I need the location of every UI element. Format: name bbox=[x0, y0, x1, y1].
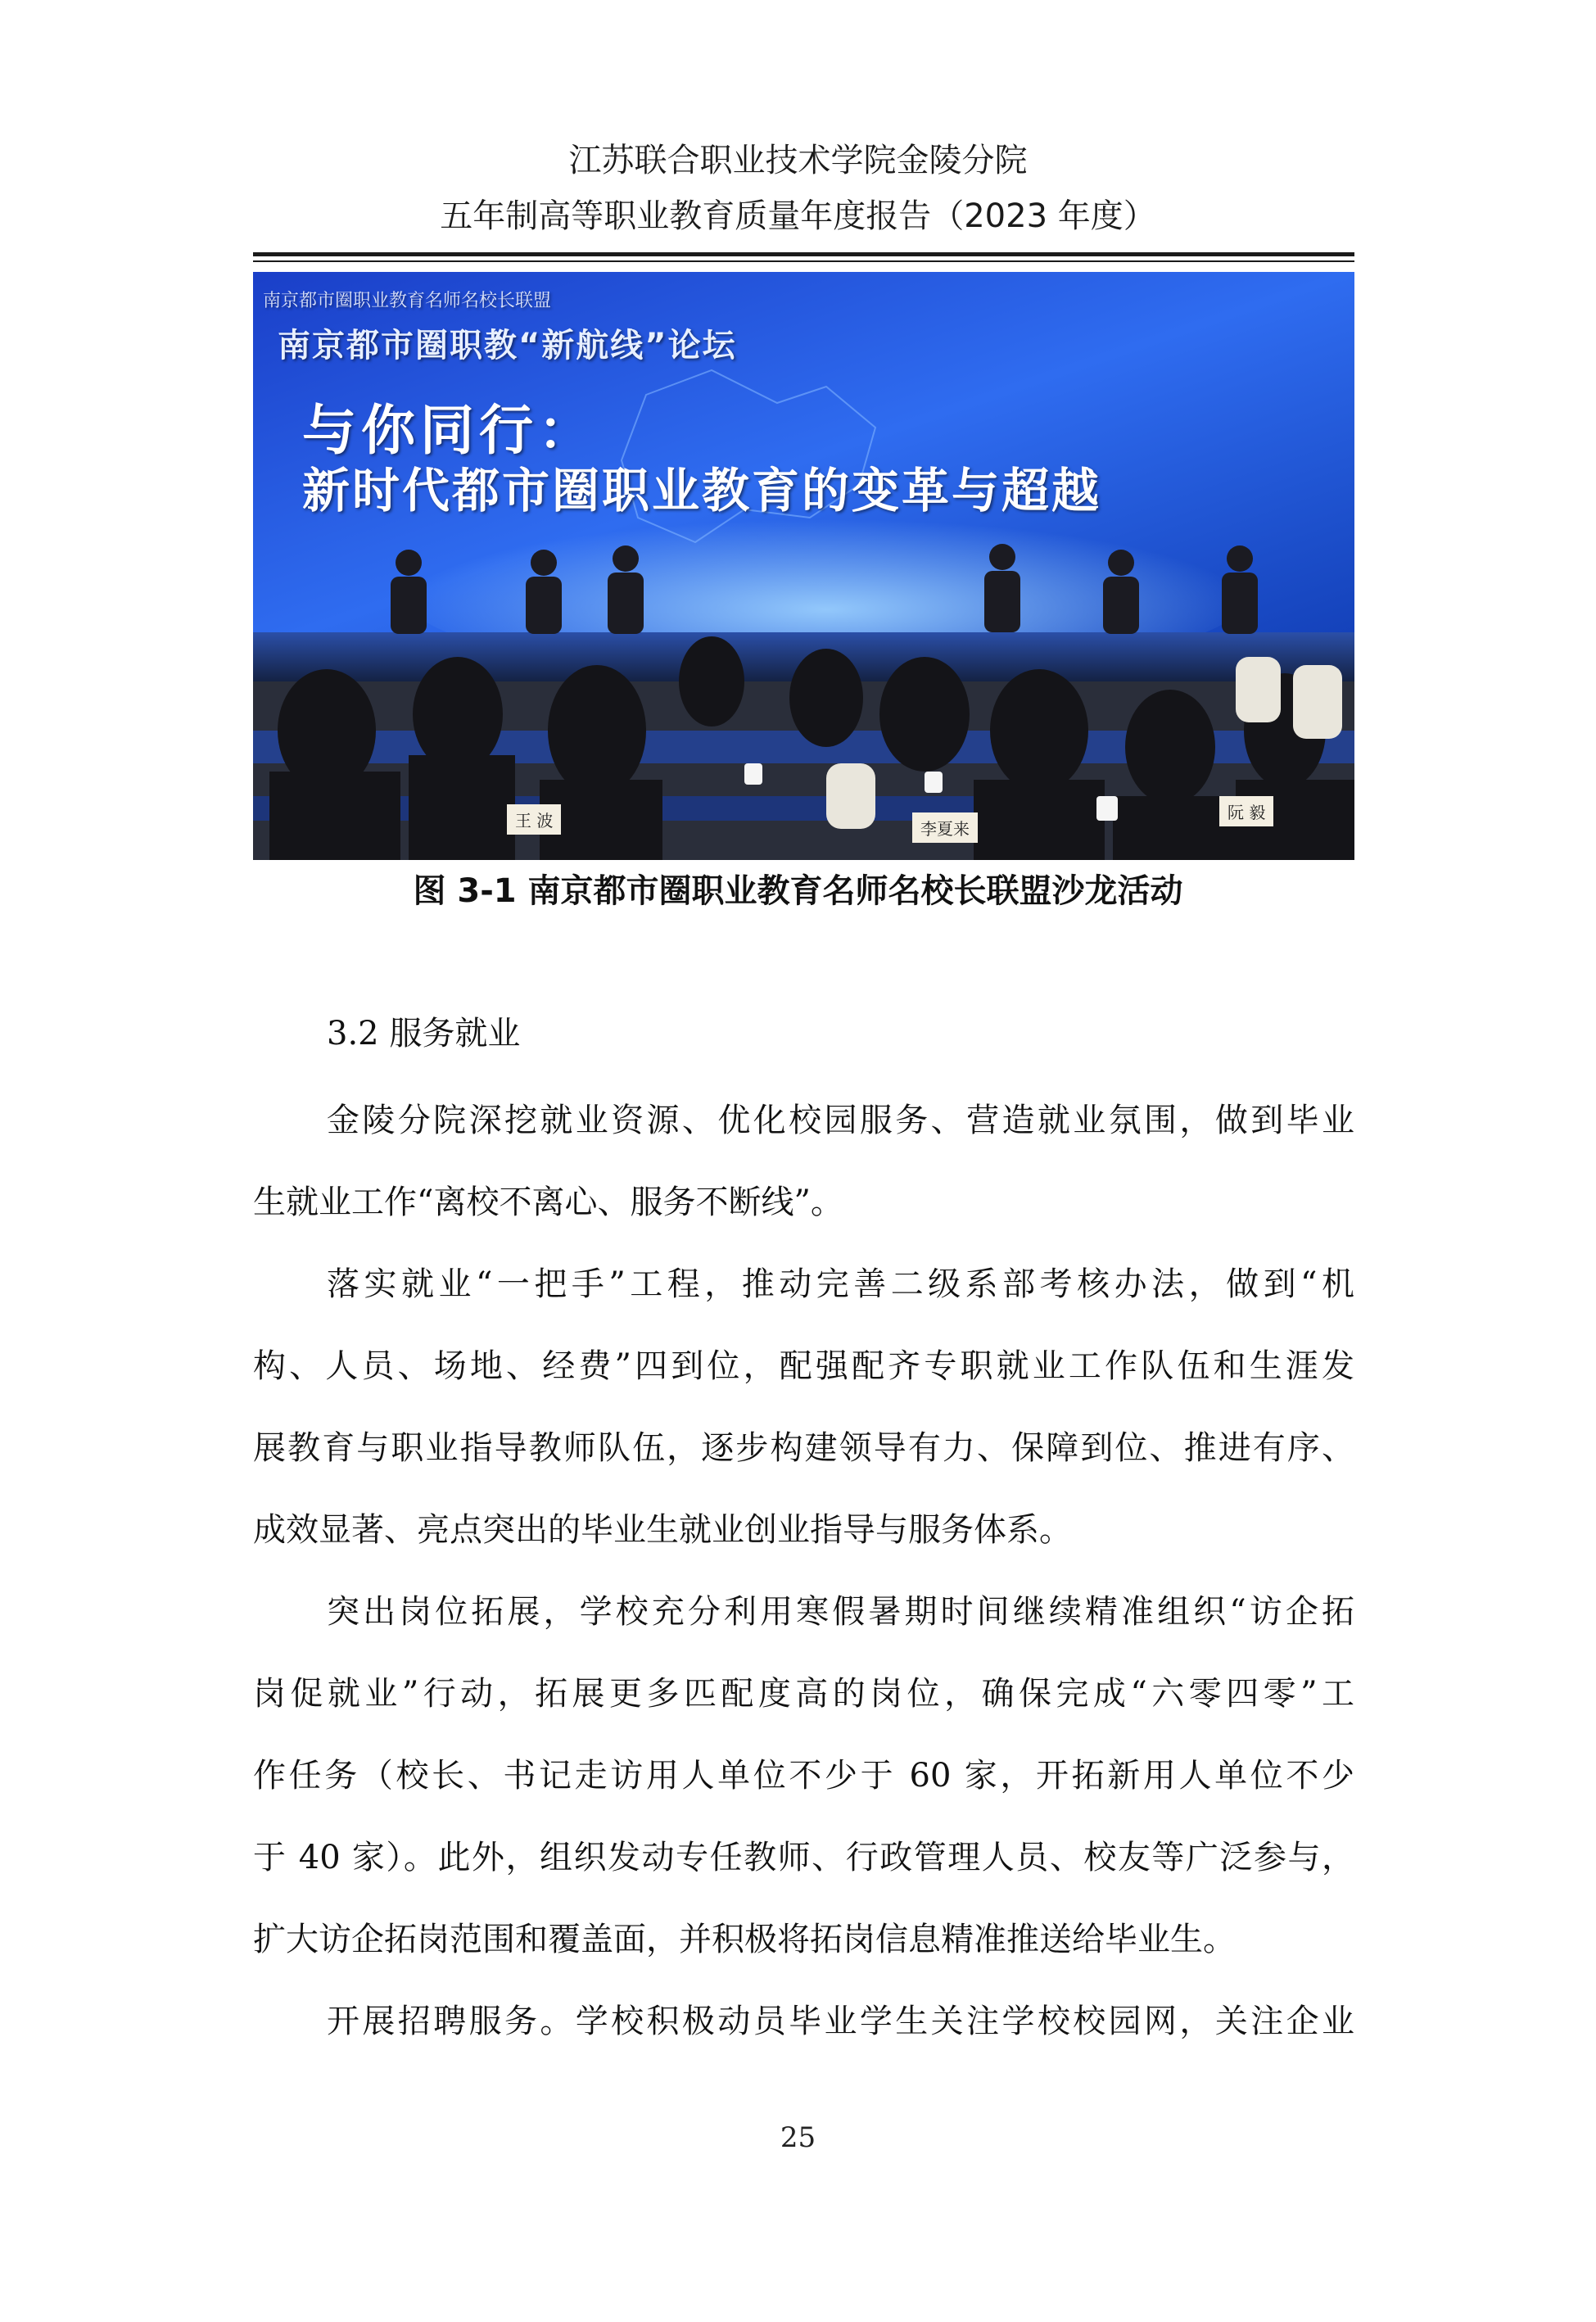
paragraph bbox=[253, 1080, 1354, 1243]
header-rule bbox=[253, 252, 1354, 256]
paragraph-line: 金陵分院深挖就业资源、优化校园服务、营造就业氛围，做到毕业 bbox=[327, 1102, 1354, 1139]
paragraph bbox=[253, 1243, 1354, 1571]
paragraph-line: 展教育与职业指导教师队伍，逐步构建领导有力、保障到位、推进有序、 bbox=[253, 1429, 1354, 1467]
paragraph-line: 构、人员、场地、经费”四到位，配强配齐专职就业工作队伍和生涯发 bbox=[253, 1347, 1354, 1385]
banner-title-line2: 新时代都市圈职业教育的变革与超越 bbox=[302, 463, 1102, 518]
paragraph-line: 生就业工作“离校不离心、服务不断线”。 bbox=[253, 1184, 843, 1221]
name-card: 阮 毅 bbox=[1219, 796, 1273, 826]
paragraph-line: 落实就业“一把手”工程，推动完善二级系部考核办法，做到“机 bbox=[327, 1265, 1354, 1303]
page-number: 25 bbox=[780, 2121, 816, 2154]
name-card: 李夏来 bbox=[912, 812, 978, 843]
header-school-name: 江苏联合职业技术学院金陵分院 bbox=[568, 142, 1028, 179]
header-report-title: 五年制高等职业教育质量年度报告（2023 年度） bbox=[440, 197, 1156, 235]
banner-subtitle: 南京都市圈职教“新航线”论坛 bbox=[278, 327, 737, 364]
section-heading: 3.2 服务就业 bbox=[327, 1015, 521, 1052]
figure-caption: 图 3-1 南京都市圈职业教育名师名校长联盟沙龙活动 bbox=[413, 872, 1183, 910]
paragraph bbox=[253, 1980, 1354, 2062]
paragraph-line: 开展招聘服务。学校积极动员毕业学生关注学校校园网，关注企业 bbox=[327, 2003, 1354, 2040]
paragraph-line: 成效显著、亮点突出的毕业生就业创业指导与服务体系。 bbox=[253, 1511, 1072, 1549]
paragraph-line: 突出岗位拓展，学校充分利用寒假暑期时间继续精准组织“访企拓 bbox=[327, 1593, 1354, 1631]
banner-organization: 南京都市圈职业教育名师名校长联盟 bbox=[263, 291, 552, 311]
paragraph-line: 作任务（校长、书记走访用人单位不少于 60 家，开拓新用人单位不少 bbox=[253, 1757, 1354, 1795]
paragraph-line: 扩大访企拓岗范围和覆盖面，并积极将拓岗信息精准推送给毕业生。 bbox=[253, 1921, 1236, 1958]
paragraph-line: 于 40 家）。此外，组织发动专任教师、行政管理人员、校友等广泛参与， bbox=[253, 1839, 1354, 1876]
forum-photo bbox=[253, 272, 1354, 860]
paragraph-line: 岗促就业”行动，拓展更多匹配度高的岗位，确保完成“六零四零”工 bbox=[253, 1675, 1354, 1713]
name-card: 王 波 bbox=[507, 804, 561, 835]
banner-title-line1: 与你同行： bbox=[302, 399, 597, 462]
paragraph bbox=[253, 1571, 1354, 1980]
header-rule-thin bbox=[253, 260, 1354, 262]
